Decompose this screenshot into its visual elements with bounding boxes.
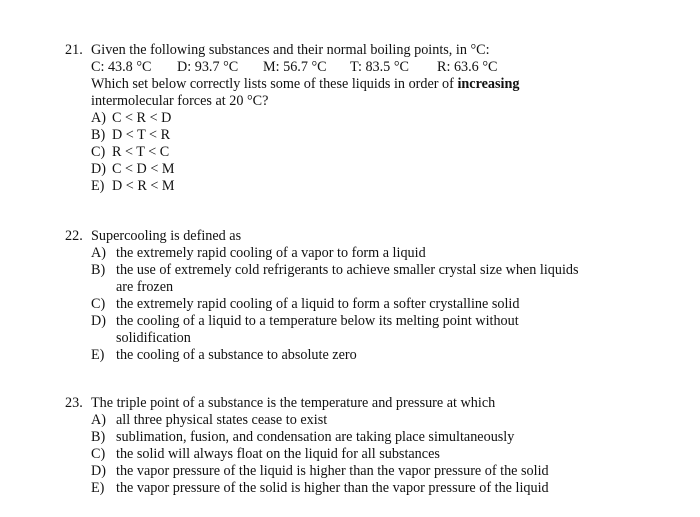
question-number: 22.: [65, 228, 83, 244]
option-text-a: C < R < D: [112, 110, 172, 126]
option-letter-b: B): [91, 127, 106, 143]
question-stem-emphasis: increasing: [457, 76, 520, 92]
option-text-e: the cooling of a substance to absolute zero: [116, 347, 357, 363]
boiling-point-m: M: 56.7 °C: [263, 59, 327, 75]
option-letter-a: A): [91, 110, 106, 126]
option-text-b: D < T < R: [112, 127, 171, 143]
option-letter-d: D): [91, 313, 106, 329]
option-letter-c: C): [91, 144, 106, 160]
question-stem: Supercooling is defined as: [91, 228, 242, 244]
option-letter-c: C): [91, 446, 106, 462]
option-letter-e: E): [91, 178, 105, 194]
option-letter-e: E): [91, 347, 105, 363]
option-text-c: the solid will always float on the liquid for all substances: [116, 446, 440, 462]
option-letter-b: B): [91, 429, 106, 445]
option-text-b: sublimation, fusion, and condensation are taking place simultaneously: [116, 429, 515, 445]
option-text-a: all three physical states cease to exist: [116, 412, 328, 428]
option-letter-d: D): [91, 161, 106, 177]
option-letter-d: D): [91, 463, 106, 479]
option-letter-e: E): [91, 480, 105, 496]
question-stem: The triple point of a substance is the temperature and pressure at which: [91, 395, 496, 411]
boiling-point-r: R: 63.6 °C: [437, 59, 498, 75]
option-letter-c: C): [91, 296, 106, 312]
option-letter-a: A): [91, 245, 106, 261]
option-letter-b: B): [91, 262, 106, 278]
option-text-d-continued: solidification: [116, 330, 191, 346]
question-stem-line2-text: Which set below correctly lists some of these liquids in order of: [91, 76, 458, 92]
boiling-point-c: C: 43.8 °C: [91, 59, 152, 75]
option-letter-a: A): [91, 412, 106, 428]
question-stem-line1: Given the following substances and their normal boiling points, in °C:: [91, 42, 490, 58]
question-number: 21.: [65, 42, 83, 58]
boiling-point-d: D: 93.7 °C: [177, 59, 239, 75]
option-text-d: the vapor pressure of the liquid is higher than the vapor pressure of the solid: [116, 463, 549, 479]
option-text-e: D < R < M: [112, 178, 175, 194]
question-stem-line3: intermolecular forces at 20 °C?: [91, 93, 269, 109]
option-text-b-continued: are frozen: [116, 279, 174, 295]
option-text-c: the extremely rapid cooling of a liquid to form a softer crystalline solid: [116, 296, 520, 312]
option-text-c: R < T < C: [112, 144, 170, 160]
option-text-a: the extremely rapid cooling of a vapor to form a liquid: [116, 245, 426, 261]
option-text-b: the use of extremely cold refrigerants to achieve smaller crystal size when liquids: [116, 262, 579, 278]
question-stem-line2: [91, 76, 519, 93]
option-text-e: the vapor pressure of the solid is higher than the vapor pressure of the liquid: [116, 480, 549, 496]
boiling-point-t: T: 83.5 °C: [350, 59, 409, 75]
option-text-d: the cooling of a liquid to a temperature below its melting point without: [116, 313, 519, 329]
question-number: 23.: [65, 395, 83, 411]
option-text-d: C < D < M: [112, 161, 175, 177]
